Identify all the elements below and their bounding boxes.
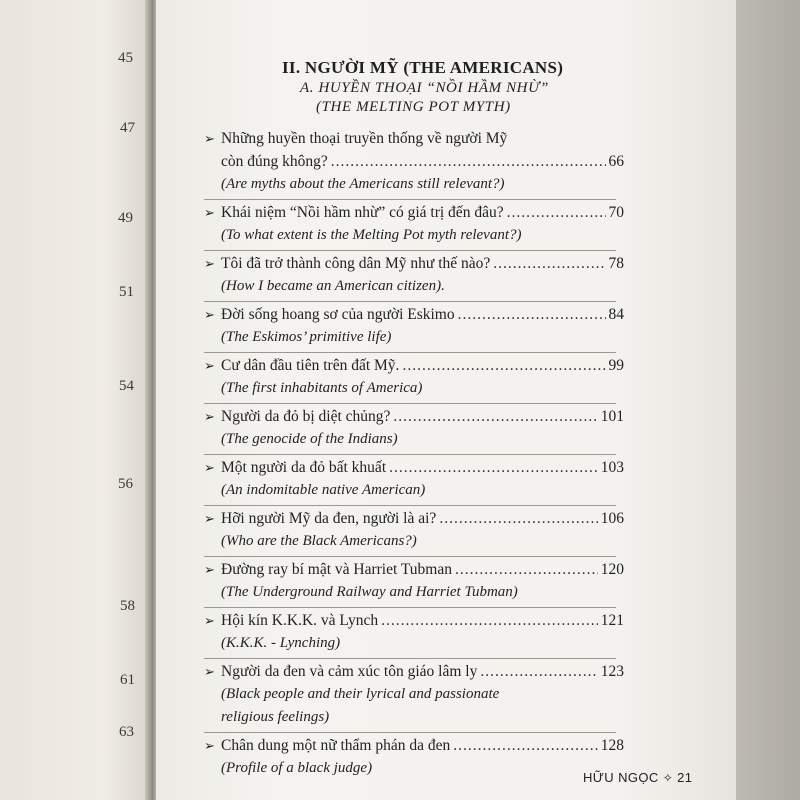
arrow-bullet-icon: ➢ [204, 665, 215, 680]
leader-dots [458, 303, 606, 326]
entry-page-number: 84 [608, 306, 624, 323]
entry-translation: (K.K.K. - Lynching) [221, 635, 341, 651]
entry-page-number: 128 [600, 737, 624, 754]
arrow-bullet-icon: ➢ [204, 512, 215, 527]
divider [204, 607, 616, 608]
left-page-number: 49 [118, 210, 133, 226]
entry-title: Hỡi người Mỹ da đen, người là ai? [221, 510, 437, 527]
left-page-number: 56 [118, 476, 133, 492]
left-page [0, 0, 150, 800]
background-surface [736, 0, 800, 800]
arrow-bullet-icon: ➢ [204, 739, 215, 754]
divider [204, 658, 616, 659]
left-page-number: 51 [119, 284, 134, 300]
toc-entry [204, 201, 624, 251]
toc-entry [204, 354, 624, 404]
page-footer [583, 770, 692, 785]
divider [204, 199, 616, 200]
leader-dots [480, 660, 597, 683]
entry-page-number: 103 [600, 459, 624, 476]
toc-entry [204, 558, 624, 608]
entry-page-number: 70 [608, 204, 624, 221]
entry-title: Một người da đỏ bất khuất [221, 459, 387, 476]
entry-title: Cư dân đầu tiên trên đất Mỹ. [221, 357, 400, 374]
table-of-contents [204, 127, 624, 780]
entry-title: Hội kín K.K.K. và Lynch [221, 612, 379, 629]
arrow-bullet-icon: ➢ [204, 257, 215, 272]
arrow-bullet-icon: ➢ [204, 410, 215, 425]
divider [204, 403, 616, 404]
toc-entry [204, 609, 624, 659]
entry-translation: (Are myths about the Americans still relevant?) [221, 176, 505, 192]
toc-entry [204, 127, 624, 200]
entry-title: Đời sống hoang sơ của người Eskimo [221, 306, 455, 323]
entry-page-number: 123 [600, 663, 624, 680]
entry-page-number: 120 [600, 561, 624, 578]
toc-entry [204, 303, 624, 353]
section-title: II. NGƯỜI MỸ (THE AMERICANS) [282, 58, 564, 77]
leader-dots [389, 456, 598, 479]
left-page-number: 54 [119, 378, 134, 394]
entry-translation: (Who are the Black Americans?) [221, 533, 417, 549]
divider [204, 505, 616, 506]
leader-dots [453, 734, 598, 757]
arrow-bullet-icon: ➢ [204, 461, 215, 476]
footer-author: HỮU NGỌC [583, 770, 659, 785]
entry-translation: (The first inhabitants of America) [221, 380, 423, 396]
diamond-icon: ✧ [662, 771, 674, 785]
subsection-title-english: (THE MELTING POT MYTH) [316, 99, 511, 115]
entry-translation: (Black people and their lyrical and passionate [221, 686, 500, 702]
divider [204, 732, 616, 733]
arrow-bullet-icon: ➢ [204, 206, 215, 221]
left-page-number: 61 [120, 672, 135, 688]
arrow-bullet-icon: ➢ [204, 308, 215, 323]
entry-translation: (The genocide of the Indians) [221, 431, 398, 447]
divider [204, 556, 616, 557]
arrow-bullet-icon: ➢ [204, 132, 215, 147]
arrow-bullet-icon: ➢ [204, 563, 215, 578]
divider [204, 454, 616, 455]
entry-title: Đường ray bí mật và Harriet Tubman [221, 561, 452, 578]
arrow-bullet-icon: ➢ [204, 614, 215, 629]
entry-translation: (The Underground Railway and Harriet Tubman) [221, 584, 518, 600]
entry-translation: (To what extent is the Melting Pot myth relevant?) [221, 227, 522, 243]
entry-title-continued: còn đúng không? [221, 153, 328, 170]
toc-entry [204, 405, 624, 455]
entry-page-number: 78 [608, 255, 624, 272]
leader-dots [507, 201, 606, 224]
entry-page-number: 99 [608, 357, 624, 374]
toc-entry [204, 456, 624, 506]
subsection-title: A. HUYỀN THOẠI “NỒI HẦM NHỪ” [300, 80, 549, 96]
entry-title: Tôi đã trở thành công dân Mỹ như thế nào? [221, 255, 491, 272]
entry-translation: (An indomitable native American) [221, 482, 426, 498]
leader-dots [439, 507, 597, 530]
leader-dots [455, 558, 598, 581]
toc-entry [204, 660, 624, 733]
entry-translation: (The Eskimos’ primitive life) [221, 329, 392, 345]
entry-translation-continued: religious feelings) [221, 709, 330, 725]
left-page-number: 47 [120, 120, 135, 136]
leader-dots [331, 150, 606, 173]
entry-translation: (How I became an American citizen). [221, 278, 445, 294]
entry-title: Những huyền thoại truyền thống về người Mỹ [221, 130, 508, 147]
entry-title: Người da đỏ bị diệt chủng? [221, 408, 391, 425]
entry-page-number: 66 [608, 153, 624, 170]
left-page-number: 58 [120, 598, 135, 614]
entry-page-number: 106 [600, 510, 624, 527]
leader-dots [381, 609, 598, 632]
entry-translation: (Profile of a black judge) [221, 760, 373, 776]
arrow-bullet-icon: ➢ [204, 359, 215, 374]
entry-title: Người da đen và cảm xúc tôn giáo lâm ly [221, 663, 478, 680]
entry-page-number: 121 [600, 612, 624, 629]
divider [204, 250, 616, 251]
entry-title: Khái niệm “Nồi hầm nhừ” có giá trị đến đâu? [221, 204, 504, 221]
leader-dots [493, 252, 605, 275]
toc-entry [204, 507, 624, 557]
left-page-number: 45 [118, 50, 133, 66]
divider [204, 301, 616, 302]
left-page-number: 63 [119, 724, 134, 740]
leader-dots [402, 354, 605, 377]
entry-title: Chân dung một nữ thẩm phán da đen [221, 737, 451, 754]
entry-page-number: 101 [600, 408, 624, 425]
leader-dots [393, 405, 597, 428]
toc-entry [204, 252, 624, 302]
toc-entry [204, 734, 624, 780]
divider [204, 352, 616, 353]
footer-page-number: 21 [677, 770, 693, 785]
